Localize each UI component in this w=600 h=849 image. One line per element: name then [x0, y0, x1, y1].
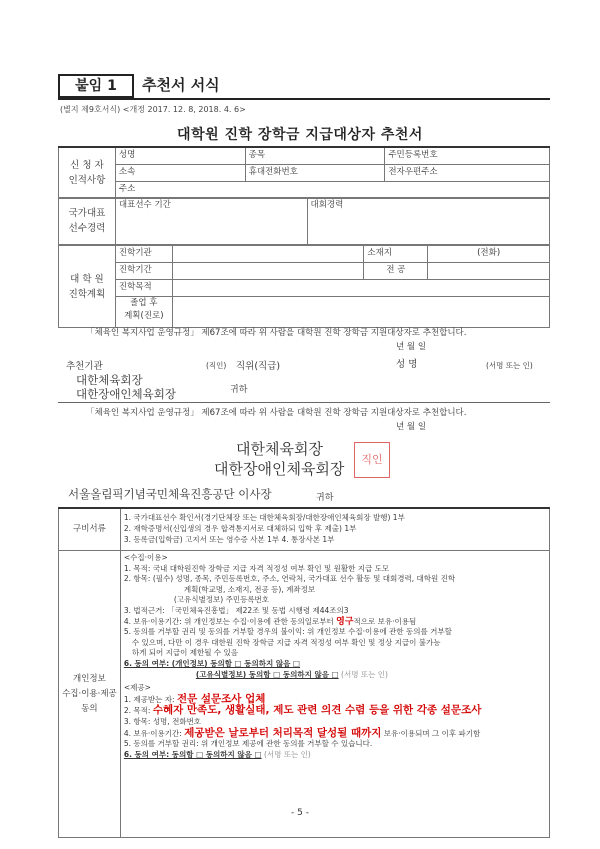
applicant-label: 신 청 자 인적사항 [59, 147, 116, 199]
address-field[interactable]: 주소 [115, 182, 549, 199]
period-label: 진학기간 [115, 263, 172, 280]
rec2-statement: 「체육인 복지사업 운영규정」 제67조에 따라 위 사람을 대학원 진학 장학금 지원대상자로 추천합니다. [86, 408, 467, 418]
provide-retention [124, 728, 546, 740]
sport-field[interactable]: 종목 [245, 147, 385, 165]
rec1-to-kso: 대한체육회장 [76, 373, 143, 387]
doc-item: 2. 재학증명서(신입생의 경우 합격통지서로 대체하되 입학 후 제출) 1부 [123, 524, 357, 533]
provide-purpose [124, 705, 546, 717]
rec2-honorific: 귀하 [316, 493, 334, 503]
purpose-field[interactable] [172, 280, 549, 297]
provide-retention-value: 제공받은 날로부터 처리목적 달성될 때까지 [184, 726, 382, 739]
after-plan-label: 졸업 후 계획(진로) [115, 297, 172, 328]
stamp-hint: (직인) [206, 361, 227, 370]
provide-heading: <제공> [123, 683, 151, 693]
purpose-label: 진학목적 [115, 280, 172, 297]
privacy-content [120, 551, 549, 838]
rec1-statement: 「체육인 복지사업 운영규정」 제67조에 따라 위 사람을 대학원 진학 장학금 지원대상자로 추천합니다. [86, 328, 467, 338]
refusal-right-cont2: 하게 되어 지급이 제한될 수 있음 [131, 648, 238, 658]
recommender-label: 추천기관 [66, 361, 103, 372]
provide-purpose-label: 2. 목적: [123, 706, 153, 716]
provide-sign-hint: (서명 또는 인) [263, 749, 311, 759]
position-label: 직위(직급) [236, 361, 281, 372]
provide-retention-end: 보유·이용되며 그 이후 파기함 [381, 728, 481, 738]
provide-items: 3. 항목: 성명, 전화번호 [123, 716, 202, 726]
provide-recipient-label: 1. 제공받는 자: [123, 694, 177, 704]
collect-unique-id: (고유식별정보) 주민등록번호 [173, 595, 270, 605]
retention-period [124, 617, 546, 628]
header-rule [58, 98, 550, 100]
provide-purpose-value: 수혜자 만족도, 생활실태, 제도 관련 의견 수렴 등을 위한 각종 설문조사 [152, 704, 482, 717]
location-label: 소재지 [364, 246, 428, 263]
major-label: 전 공 [364, 263, 428, 280]
career-table [58, 197, 550, 245]
form-title: 대학원 진학 장학금 지급대상자 추천서 [177, 127, 423, 143]
page-number: - 5 - [291, 808, 309, 818]
official-seal: 직인 [354, 442, 390, 478]
school-field[interactable] [172, 246, 364, 263]
rec1-divider [58, 402, 550, 403]
period-field[interactable] [172, 263, 364, 280]
plan-label: 대 학 원 진학계획 [59, 246, 116, 328]
rec2-org1: 대한체육회장 [236, 440, 323, 458]
collect-heading: <수집·이용> [123, 553, 168, 562]
collect-purpose: 1. 목적: 국내 대학원진학 장학금 지급 자격 적정성 여부 확인 및 원활한 지급 도모 [123, 563, 390, 573]
doc-item: 1. 국가대표선수 확인서(경기단체장 또는 대한체육회장/대한장애인체육회장 발행) 1부 [123, 513, 405, 522]
provide-refusal: 5. 동의를 거부할 권리: 위 개인정보 제공에 관한 동의를 거부할 수 있습니다. [123, 739, 373, 749]
form-note: (별지 제9호서식) <개정 2017. 12. 8, 2018. 4. 6> [60, 105, 246, 114]
docs-list [120, 508, 549, 551]
retention-text: 4. 보유·이용기간: 위 개인정보는 수집·이용에 관한 동의일로부터 [123, 616, 337, 626]
privacy-label: 개인정보 수집·이용·제공 동의 [59, 551, 121, 838]
retention-highlight: 영구 [336, 616, 354, 627]
refusal-right-cont: 수 있으며, 다만 이 경우 대한원 진학 장학금 지급 자격 적정성 여부 확인 및 정상 지급이 불가능 [131, 637, 441, 647]
refusal-right: 5. 동의를 거부할 권리 및 동의를 거부할 경우의 불이익: 위 개인정보 수집·이용에 관한 동의를 거부할 [123, 627, 452, 637]
legal-basis: 3. 법적근거: 「국민체육진흥법」 제22조 및 동법 시행령 제44조의3 [123, 605, 349, 615]
name-field[interactable]: 성명 [115, 147, 245, 165]
mobile-field[interactable]: 휴대전화번호 [245, 165, 385, 182]
rec1-name-label: 성 명 [396, 359, 418, 370]
plan-table [58, 245, 550, 328]
email-field[interactable]: 전자우편주소 [385, 165, 550, 182]
competition-field[interactable]: 대회경력 [307, 198, 550, 245]
rec1-honorific: 귀하 [230, 385, 248, 395]
retention-text-end: 적으로 보유·이용됨 [353, 616, 417, 626]
rec1-to-kpc: 대한장애인체육회장 [76, 387, 176, 401]
rec2-org2: 대한장애인체육회장 [214, 460, 345, 478]
provide-retention-label: 4. 보유·이용기간: [123, 728, 185, 738]
resident-number-field[interactable]: 주민등록번호 [385, 147, 550, 165]
national-period-field[interactable]: 대표선수 기간 [115, 198, 307, 245]
applicant-table [58, 146, 550, 199]
collect-items: 2. 항목: (필수) 성명, 종목, 주민등록번호, 주소, 연락처, 국가대표 선수 활동 및 대회경력, 대학원 진학 [123, 574, 456, 584]
phone-field[interactable]: (전화) [428, 246, 550, 263]
major-field[interactable] [428, 263, 550, 280]
career-label: 국가대표 선수경력 [59, 198, 116, 245]
rec1-sign-hint: (서명 또는 인) [486, 361, 533, 370]
consent-provide[interactable]: 6. 동의 여부: 동의함 □ 동의하지 않음 □ [123, 749, 262, 759]
school-label: 진학기관 [115, 246, 172, 263]
consent-sign-hint: (서명 또는 인) [341, 669, 388, 679]
consent-personal[interactable]: 6. 동의 여부: (개인정보) 동의함 □ 동의하지 않음 □ [123, 658, 301, 668]
attachment-badge: 붙임 1 [58, 74, 134, 98]
addressee: 서울올림픽기념국민체육진흥공단 이사장 [68, 487, 272, 501]
section-title: 추천서 서식 [142, 76, 220, 94]
rec1-date: 년 월 일 [396, 342, 427, 352]
rec2-date: 년 월 일 [396, 422, 427, 432]
docs-privacy-table [58, 507, 550, 838]
docs-label: 구비서류 [59, 508, 121, 551]
after-plan-field[interactable] [172, 297, 549, 328]
affiliation-field[interactable]: 소속 [115, 165, 245, 182]
consent-unique-id[interactable]: (고유식별정보) 동의함 □ 동의하지 않음 □ [195, 669, 339, 679]
provide-recipient-value: 전문 설문조사 업체 [176, 692, 266, 705]
collect-items-cont: 계획(학교명, 소재지, 전공 등), 계좌정보 [183, 584, 316, 594]
doc-item: 3. 등록금(입학금) 고지서 또는 영수증 사본 1부 4. 통장사본 1부 [123, 535, 335, 544]
